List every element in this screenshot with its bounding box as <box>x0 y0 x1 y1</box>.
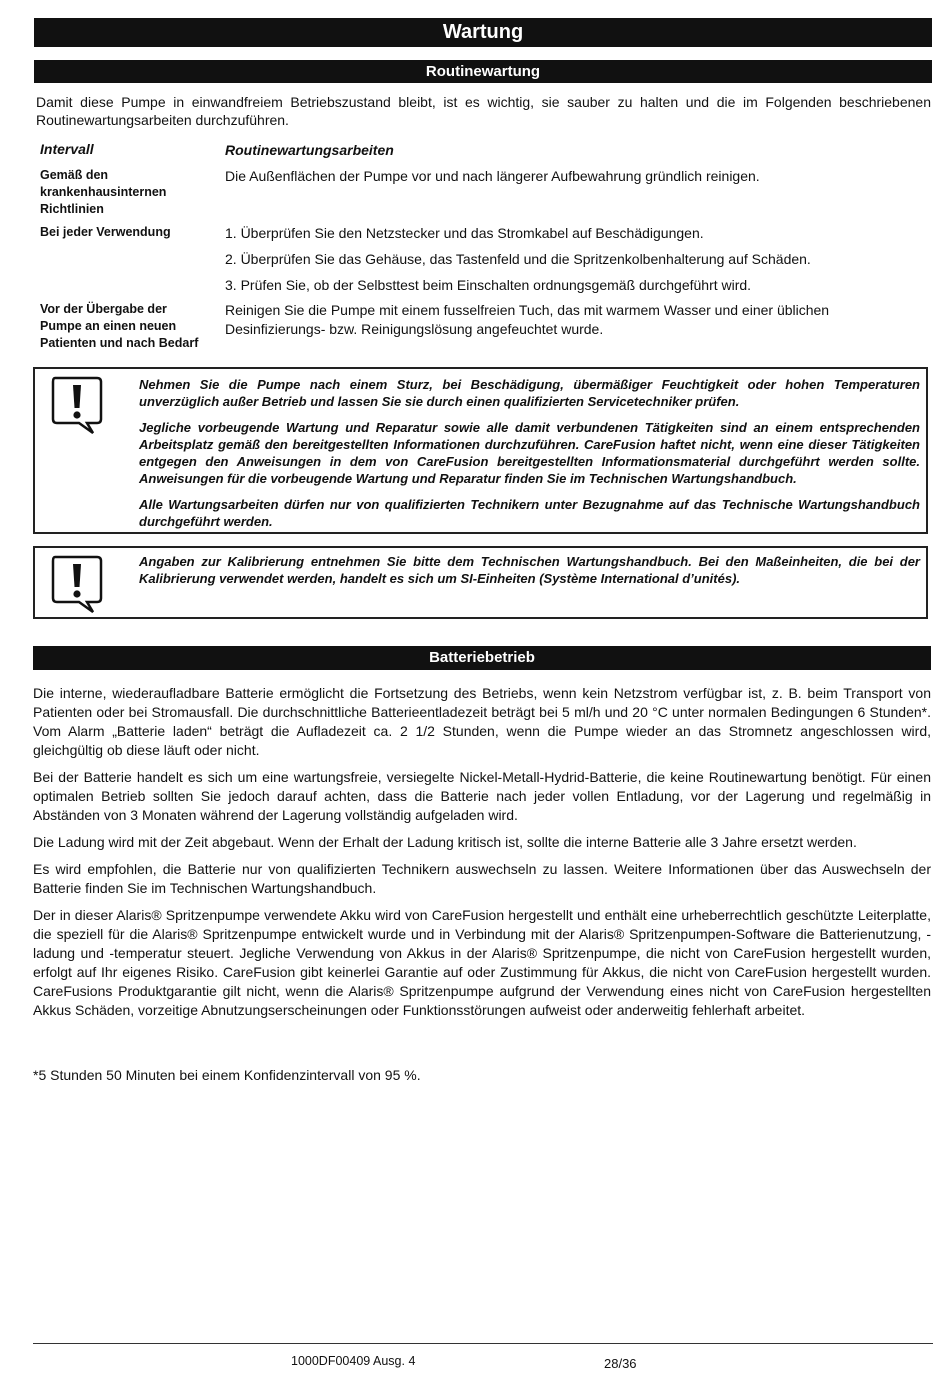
warning-box <box>33 546 928 619</box>
table-header-interval: Intervall <box>40 141 94 157</box>
table-row-task: Die Außenflächen der Pumpe vor und nach längerer Aufbewahrung gründlich reinigen. <box>225 168 760 184</box>
page-number: 28/36 <box>604 1356 637 1371</box>
table-row-interval: Bei jeder Verwendung <box>40 225 171 239</box>
footnote: *5 Stunden 50 Minuten bei einem Konfidenzintervall von 95 %. <box>33 1067 421 1083</box>
body-paragraph: Der in dieser Alaris® Spritzenpumpe verwendete Akku wird von CareFusion hergestellt und enthält eine urheberrechtlich geschützte Leiterplatte, die speziell für die Alaris® Spritzenpumpe entwickelt wurde und in Verbindung mit der Alaris® Spritzenpumpen-Software die Batterienutzung, -ladung und -temperatur steuert. Jegliche Verwendung von Akkus in der Alaris® Spritzenpumpe, die nicht von CareFusion hergestellt wurden, erfolgt auf Ihr eigenes Risiko. CareFusion gibt keinerlei Garantie auf oder Zustimmung für Akkus, die nicht von CareFusion hergestellt wurden. CareFusions Produktgarantie gilt nicht, wenn die Alaris® Spritzenpumpe aufgrund der Verwendung eines nicht von CareFusion hergestellten Akkus Schäden, vorzeitige Abnutzungserscheinungen oder Funktionsstörungen aufweist oder anderweitig fehlerhaft arbeitet. <box>33 907 931 1018</box>
table-row-interval: Gemäß den krankenhausinternen Richtlinien <box>40 168 167 216</box>
table-row-task: 1. Überprüfen Sie den Netzstecker und das Stromkabel auf Beschädigungen. <box>225 225 704 241</box>
table-row-task: 2. Überprüfen Sie das Gehäuse, das Tastenfeld und die Spritzenkolbenhalterung auf Schäden. <box>225 251 811 267</box>
intro-paragraph: Damit diese Pumpe in einwandfreiem Betriebszustand bleibt, ist es wichtig, sie sauber zu halten und die im Folgenden beschriebenen Routinewartungsarbeiten durchzuführen. <box>36 94 931 128</box>
body-paragraph: Bei der Batterie handelt es sich um eine wartungsfreie, versiegelte Nickel-Metall-Hydrid-Batterie, die keine Routinewartung benötigt. Für einen optimalen Betrieb sollten Sie jedoch darauf achten, dass die Batterie nach jeder vollen Entladung, vor der Lagerung und regelmäßig in Abständen von 3 Monaten während der Lagerung vollständig aufgeladen wird. <box>33 769 931 823</box>
table-row-interval: Vor der Übergabe der Pumpe an einen neuen Patienten und nach Bedarf <box>40 302 199 350</box>
warning-text: Nehmen Sie die Pumpe nach einem Sturz, bei Beschädigung, übermäßiger Feuchtigkeit oder hohen Temperaturen unverzüglich außer Betrieb und lassen Sie sie durch einen qualifizierten Servicetechniker prüfen. <box>139 377 920 409</box>
battery-text <box>33 684 931 1028</box>
body-paragraph: Die Ladung wird mit der Zeit abgebaut. Wenn der Erhalt der Ladung kritisch ist, sollte die interne Batterie alle 3 Jahre ersetzt werden. <box>33 834 857 850</box>
body-paragraph: Die interne, wiederaufladbare Batterie ermöglicht die Fortsetzung des Betriebs, wenn kein Netzstrom verfügbar ist, z. B. beim Transport von Patienten oder bei Stromausfall. Die durchschnittliche Batterieentladezeit beträgt bei 5 ml/h und 20 °C unter normalen Bedingungen 6 Stunden*. Vom Alarm „Batterie laden“ beträgt die Aufladezeit ca. 2 1/2 Stunden, wenn die Pumpe wieder an das Stromnetz angeschlossen wird, gleichgültig ob diese läuft oder nicht. <box>33 685 931 758</box>
body-paragraph: Es wird empfohlen, die Batterie nur von qualifizierten Technikern auswechseln zu lassen. Weitere Informationen über das Auswechseln der Batterie finden Sie im Technischen Wartungshandbuch. <box>33 861 931 896</box>
warning-box <box>33 367 928 534</box>
warning-note-icon <box>49 375 105 435</box>
section-heading-routinewartung: Routinewartung <box>34 60 932 83</box>
warning-text: Angaben zur Kalibrierung entnehmen Sie bitte dem Technischen Wartungshandbuch. Bei den Maßeinheiten, die bei der Kalibrierung verwendet werden, handelt es sich um SI-Einheiten (Système International d’unités). <box>139 554 920 586</box>
table-row-task: Reinigen Sie die Pumpe mit einem fusselfreien Tuch, das mit warmem Wasser und einer üblichen Desinfizierungs- bzw. Reinigungslösung angefeuchtet wurde. <box>225 302 830 337</box>
page-title: Wartung <box>34 18 932 47</box>
table-row-task: 3. Prüfen Sie, ob der Selbsttest beim Einschalten ordnungsgemäß durchgeführt wird. <box>225 277 752 293</box>
warning-text: Jegliche vorbeugende Wartung und Reparatur sowie alle damit verbundenen Tätigkeiten sind an einem entsprechenden Arbeitsplatz gemäß den bereitgestellten Informationen durchzuführen. CareFusion haftet nicht, wenn eine dieser Tätigkeiten entgegen den Anweisungen in dem von CareFusion bereitgestellten Informationsmaterial durchgeführt werden sollte. Anweisungen für die vorbeugende Wartung und Reparatur finden Sie im Technischen Wartungshandbuch. <box>139 420 920 486</box>
footer-divider <box>33 1343 933 1344</box>
warning-note-icon <box>49 554 105 614</box>
warning-text: Alle Wartungsarbeiten dürfen nur von qualifizierten Technikern unter Bezugnahme auf das Technische Wartungshandbuch durchgeführt werden. <box>139 497 920 529</box>
section-heading-batteriebetrieb: Batteriebetrieb <box>33 646 931 670</box>
table-header-tasks: Routinewartungsarbeiten <box>225 142 394 158</box>
document-id: 1000DF00409 Ausg. 4 <box>291 1354 416 1368</box>
